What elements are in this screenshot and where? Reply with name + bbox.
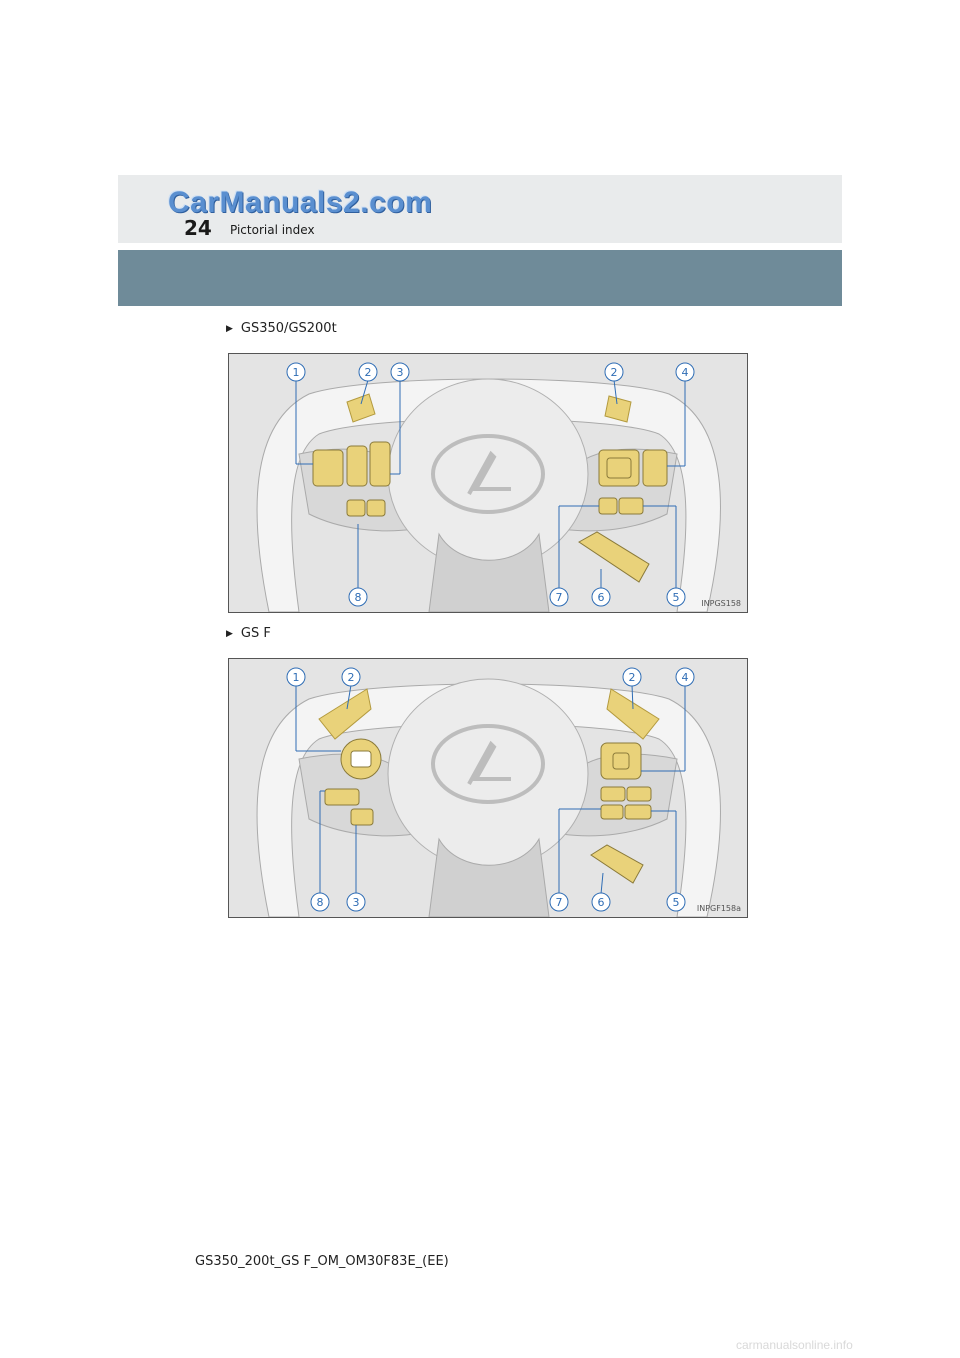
steering-wheel-illustration <box>229 659 747 917</box>
callout-label: 5 <box>672 591 680 604</box>
callout-label: 3 <box>352 896 360 909</box>
callout-label: 1 <box>292 366 300 379</box>
callout-label: 2 <box>364 366 372 379</box>
steering-figure-gs350 <box>228 353 748 613</box>
variant-label-text: GS350/GS200t <box>240 321 337 336</box>
callout-label: 3 <box>396 366 404 379</box>
callout-label: 4 <box>681 671 689 684</box>
section-title: Pictorial index <box>230 223 315 237</box>
steering-wheel-illustration <box>229 354 747 612</box>
variant-label-text: GS F <box>240 626 271 641</box>
image-code: INPGS158 <box>701 599 741 608</box>
callout-label: 6 <box>597 896 605 909</box>
triangle-bullet-icon: ▶ <box>226 324 233 334</box>
triangle-bullet-icon: ▶ <box>226 629 233 639</box>
variant-label-gsf <box>226 626 271 641</box>
callout-label: 5 <box>672 896 680 909</box>
document-code: GS350_200t_GS F_OM_OM30F83E_(EE) <box>195 1254 449 1269</box>
watermark-logo: CarManuals2.com <box>168 186 433 219</box>
callout-label: 7 <box>555 896 563 909</box>
variant-label-gs350 <box>226 321 337 336</box>
airbag-hub <box>388 379 588 569</box>
callout-label: 1 <box>292 671 300 684</box>
callout-label: 8 <box>316 896 324 909</box>
callout-label: 7 <box>555 591 563 604</box>
cruise-control-lever <box>591 845 643 883</box>
image-code: INPGF158a <box>696 904 741 913</box>
callout-label: 2 <box>347 671 355 684</box>
airbag-hub <box>388 679 588 869</box>
callout-label: 4 <box>681 366 689 379</box>
steering-figure-gsf <box>228 658 748 918</box>
page-number: 24 <box>184 216 212 240</box>
callout-label: 6 <box>597 591 605 604</box>
callout-label: 8 <box>354 591 362 604</box>
callout-label: 2 <box>610 366 618 379</box>
footer-watermark: carmanualsonline.info <box>736 1338 853 1352</box>
cruise-control-lever <box>579 532 649 582</box>
callout-label: 2 <box>628 671 636 684</box>
title-bar <box>118 250 842 306</box>
